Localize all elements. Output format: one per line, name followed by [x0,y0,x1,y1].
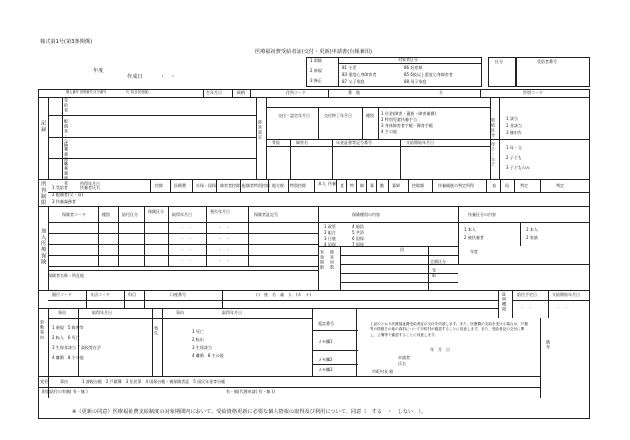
qual-opt-1[interactable]: 1 該当 [506,116,518,121]
household-code-label: 世帯コード [523,90,543,95]
code-r1b: 86 妊産婦 [404,65,423,70]
applicant-name-label: 氏名 [398,361,406,366]
local-tax-label: 地方税 [272,183,284,188]
support-side-label: 扶養義務者 [64,142,69,167]
form-title: 医療福祉費受給者証(交付・更新)申請書(台帳兼用) [255,49,373,55]
footnote: ※（更新の同意）医療福祉費支給制度の対象期間内において、受給資格更新に必要な個人情報の取得及び利用について、同意（ する ・ しない ）。 [72,409,427,415]
col-sai: 再 [505,183,509,188]
benefit-date-label: 給付予定日 [517,292,537,297]
ins-type-a1: 1 政管 [324,224,336,229]
qual-opt-2[interactable]: 2 非該当 [506,123,522,128]
dependent-content-label: 扶養区分の内容 [468,212,496,217]
qual-opt-3[interactable]: 3 無申告 [506,130,522,135]
receipt-label: 受取 [432,268,437,278]
medical-label: 医療費 [174,183,186,188]
type-opt-3[interactable]: 3 身体障害者手帳・療育手帳 [381,123,433,128]
special-deduction-label: 特別控除 [290,183,306,188]
end-date-label: 交付終了年月日 [324,113,352,118]
kaisu-label: 回 [400,247,404,252]
memo2-label: メモ欄2 [318,357,333,362]
loss-date-3[interactable]: ・ ・ [218,247,230,252]
code-r1a: 81 小児 [342,65,357,70]
benefit-class-label: 給付区分 [122,212,138,217]
bl-reason-label: 事由 [58,310,66,315]
ins-type-label: 種別 [102,212,110,217]
benefit-date-value[interactable]: ・ ・ [520,305,532,310]
phone-label: 電話番号 [318,321,334,326]
ins-type-b2: 5 共済 [352,230,364,235]
qualification-label: 資格区分 [491,118,496,138]
insurer-code-label: 保険者コード [62,212,86,217]
col-hantei: 扶養親族の判定所得 [438,183,474,188]
code-r2a: 83 重度心身障害者 [342,72,377,77]
top-label-a: 個人番号 世帯番号 区分番号 [66,90,107,94]
reason-row-1[interactable]: 1 新規 5 障害等 [52,325,84,330]
col-hantei-res: 判定 [556,183,564,188]
disability-count-label: 障害回数 [330,250,335,270]
col-kojo: 控除額 [412,183,424,188]
insurance-side-label: 加入医療保険 [40,228,47,266]
applicant-label: 申請者 [398,355,410,360]
code-modify[interactable]: 3 修正 [310,78,322,83]
type-opt-1[interactable]: 1 年金(障害・遺族・障害補償) [381,111,436,116]
type-label: 種別 [366,113,374,118]
acquire-date-label: 取得年月日 [172,212,192,217]
loss-reason-label: 事由 [176,310,184,315]
income-row-support: 3 扶養義務者 [52,199,76,204]
disability-cert-label: 障害認定 [258,120,263,140]
dep-opt-1b[interactable]: 1 本人 [526,227,538,232]
insurance-label: 社保・国保 [196,183,216,188]
income-a-label: 所得年月日 [80,181,100,186]
kata-label: 方 [439,90,443,95]
spouse-deduction-label: 配偶者特別控除 [242,183,270,188]
insurer-id-label: 保険者証記号 [254,212,278,217]
col-cat: 判定 [520,183,528,188]
dep-opt-1[interactable]: 1 本人 [464,227,476,232]
pay-start-value[interactable]: ・ ・ [556,305,568,310]
col-honnin: 本人 [318,181,326,186]
parent-opt-2[interactable]: 2 子ども [506,155,522,160]
fiscal-year-label-2: 年度 [470,249,478,254]
reason-row-2[interactable]: 2 転入 6 死亡 [52,335,80,340]
pension-no-label: 年金証書等記号番号 [336,140,372,145]
col-hyo: 表 [492,183,496,188]
col-ro: 老 [340,183,344,188]
code-box-header: 対象者区分 [398,57,418,62]
deduction-label: 控除 [155,183,163,188]
ins-type-a3: 3 日雇 [324,236,336,241]
kubun-label: 区分 [495,59,503,64]
single-parent-label: 母子・父子 [491,142,496,167]
recipient-number-label: 受給者番号 [537,59,557,64]
loss-row-2[interactable]: 2 転出 [192,337,204,342]
income-row-spouse: 2 配偶者(父・母) [52,192,83,197]
top-label-b: 氏 名(住民登録) [126,90,149,94]
col-sho: 障 [360,183,364,188]
mayor-label: 市町村長 殿 [372,369,394,374]
ins-type-b3: 6 国保 [352,236,364,241]
loss-side-label: 喪失 [154,326,159,336]
record-side-label: 記録 [40,120,47,133]
additional-benefit[interactable]: 附加給付の有無( 有・無 ) [42,389,88,394]
loss-row-3[interactable]: 3 生保該当 [192,345,212,350]
ins-type-a4: 4 国保 [324,242,336,247]
code-r2b: 85 6級以上重度心身障害者 [404,72,453,77]
dep-opt-2[interactable]: 2 被扶養者 [464,235,484,240]
loss-date-label-2: 取得年月日 [222,310,242,315]
validity-label: 有効期限 [320,250,325,270]
loss-date-2[interactable]: ・ ・ [218,236,230,241]
start-date-label: 支給開始年月日 [406,140,434,145]
ins-content-label: 保険種別の内容 [352,212,380,217]
code-box [306,57,482,87]
relation-label: 続柄 [237,90,245,95]
loss-date-1[interactable]: ・ ・ [218,225,230,230]
change-reason-side-label: 異動事由 [40,320,45,340]
parent-opt-1[interactable]: 1 母・父 [506,145,522,150]
statement-text: 上記のとおり医療福祉費受給者証の交付を申請します。また、医療費の支給を受ける場合は、戸籍等の情報その他の資料について市町村が確認することに同意します。また、受給者証の交付に関し、公簿等で確認することに同意します。 [370,322,528,337]
col-izoku: 扶養 [328,181,336,186]
remarks-label: 備考 [546,340,551,350]
disability-name-label: 障害名 [296,140,308,145]
address-code-label: 住所コード [286,90,306,95]
code-delete[interactable]: 1 削除 [310,58,322,63]
ins-class-label: 保険区分 [148,209,164,214]
created-date-value[interactable]: ・ ・ [160,74,176,80]
reason-row-4[interactable]: 4 離婚 8 その他 [52,355,84,360]
cert-agency-label: 証明機関 [502,292,507,312]
disability-deduction-label: 障害者控除 [220,183,240,188]
ins-type-b1: 4 船員 [352,224,364,229]
support2-side-label: 扶養義務者 [64,161,69,186]
pay-start-label: 支給開始年月日 [552,292,580,297]
col-ko: 寡 [370,183,374,188]
dep-opt-2b[interactable]: 2 家族 [526,235,538,240]
code-r3a: 87 父子家庭 [342,79,365,84]
account-no-label: 口座番号 [170,292,186,297]
account-type-label: 科目 [128,292,136,297]
loss-date-label: 喪失年月日 [210,209,230,214]
type-opt-2[interactable]: 2 特別児童扶養手当 [381,117,417,122]
change-options[interactable]: 1 課税台帳 2 戸籍簿 3 住民票 4 国保台帳・被保険者証 5 国民年金等台帳 [82,379,226,384]
loss-row-1[interactable]: 1 死亡 [192,329,204,334]
insurer-name-label: 保険者名称・所在地 [48,273,84,278]
type-opt-4[interactable]: 4 その他 [381,129,397,134]
ins-type-a2: 2 組合 [324,230,336,235]
bl-acquire-label: 取得年月日 [92,310,112,315]
created-date-label: 作成日 [127,74,143,80]
fiscal-year-label: 年度 [93,68,104,74]
sign-date[interactable]: 年 月 日 [430,347,450,352]
reason-row-3[interactable]: 3 生保非該当 7 高校等在学 [52,345,101,350]
loss-row-4[interactable]: 4 離婚 8 その他 [192,353,224,358]
form-id: 様式第1号(第3条関係) [40,39,93,45]
parent-opt-3[interactable]: 3 子どものみ [506,165,530,170]
account-holder-label: 口 座 名 義 人 (カ ナ) [256,292,312,297]
change-label: 変更 [40,379,48,384]
full-class-label: 全額区分 [430,259,446,264]
grade-label: 等級 [272,140,280,145]
bank-code-label: 銀行コード [52,292,72,297]
loss-date-4[interactable]: ・ ・ [218,258,230,263]
spouse-side-label: 配偶者・父母 [64,119,69,149]
branch-code-label: 支店コード [90,292,110,297]
acq-date-4[interactable]: ・ ・ [180,258,192,263]
change-reason-label: 事由 [60,379,68,384]
code-new[interactable]: 2 新規 [310,68,322,73]
acq-date-1[interactable]: ・ ・ [180,225,192,230]
birth-label: 生年月日 [206,90,222,95]
col-kin: 勤 [380,183,384,188]
acq-date-2[interactable]: ・ ・ [180,236,192,241]
banchi-label: 番 地 [348,90,360,95]
income-b-label: 扶養者氏名 [80,185,100,190]
acq-date-3[interactable]: ・ ・ [180,247,192,252]
col-tok: 特 [350,183,354,188]
income-limit-side-label: 所得制限 [40,181,47,206]
code-r3b: 88 母子家庭 [404,79,427,84]
memo1-label: メモ欄1 [318,339,333,344]
col-kansu: 寡婦 [392,183,400,188]
issue-date-label: 交付・認定年月日 [278,113,310,118]
proxy-application[interactable]: 有・無(代理申請( 有・無 )) [226,389,275,394]
recipient-side-label: 受給者 [64,98,69,113]
income-row-recipient: 1 受給者 [52,185,68,190]
ins-type-b4: 7 国保 [352,242,364,247]
memo3-label: メモ欄3 [318,367,333,372]
